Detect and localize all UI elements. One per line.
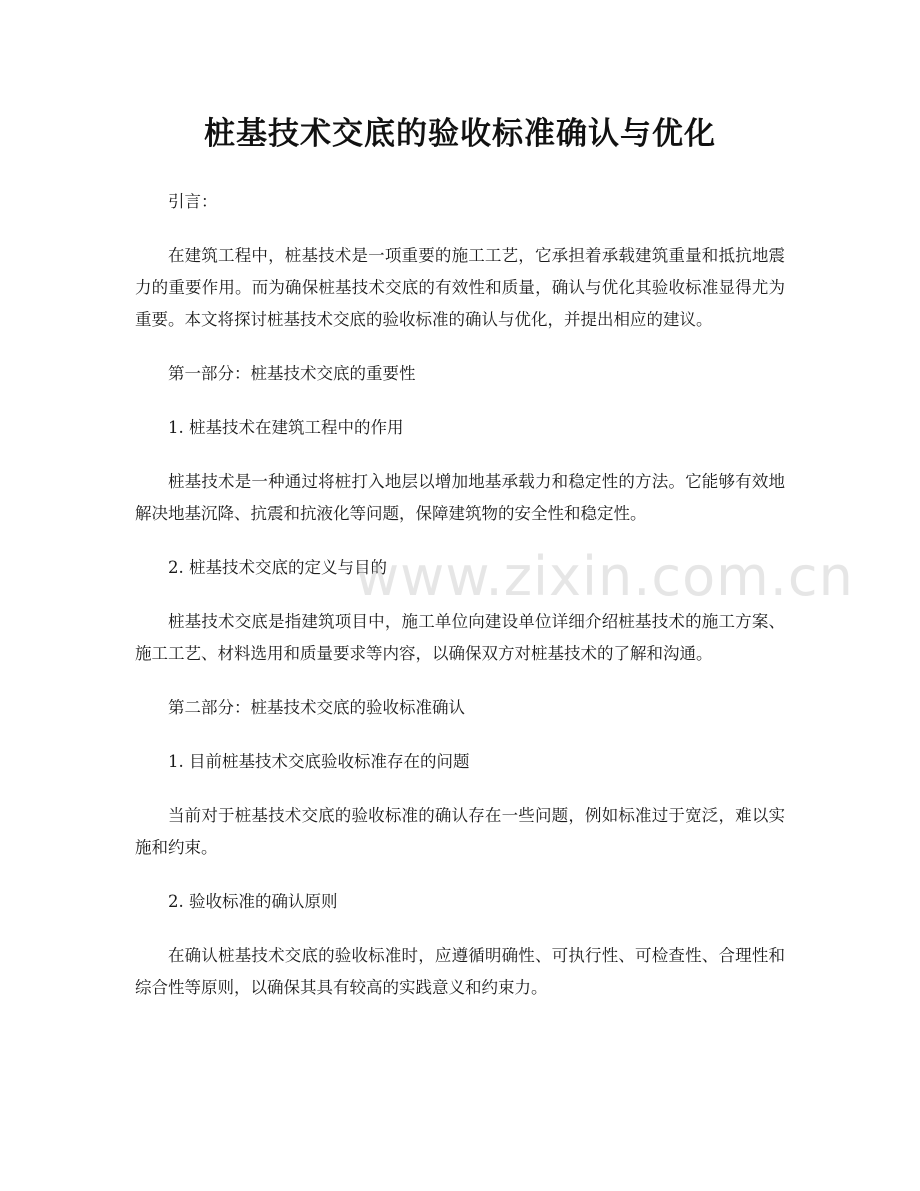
- subheading-1-1: 1. 桩基技术在建筑工程中的作用: [168, 418, 404, 437]
- paragraph-intro-label: 引言：: [168, 192, 218, 211]
- document-title: 桩基技术交底的验收标准确认与优化: [204, 116, 716, 152]
- subheading-2-2: 2. 验收标准的确认原则: [168, 892, 338, 911]
- paragraph-1-1: 桩基技术是一种通过将桩打入地层以增加地基承载力和稳定性的方法。它能够有效地解决地基沉降、抗震和抗液化等问题，保障建筑物的安全性和稳定性。: [135, 472, 785, 523]
- subheading-1-2: 2. 桩基技术交底的定义与目的: [168, 558, 387, 577]
- document-body: [135, 186, 785, 1026]
- section-heading-part-one: 第一部分：桩基技术交底的重要性: [168, 364, 416, 383]
- paragraph-2-1: 当前对于桩基技术交底的验收标准的确认存在一些问题，例如标准过于宽泛，难以实施和约束。: [135, 806, 785, 857]
- paragraph-2-2: 在确认桩基技术交底的验收标准时，应遵循明确性、可执行性、可检查性、合理性和综合性等原则，以确保其具有较高的实践意义和约束力。: [135, 946, 785, 997]
- paragraph-1-2: 桩基技术交底是指建筑项目中，施工单位向建设单位详细介绍桩基技术的施工方案、施工工艺、材料选用和质量要求等内容，以确保双方对桩基技术的了解和沟通。: [135, 612, 785, 663]
- subheading-2-1: 1. 目前桩基技术交底验收标准存在的问题: [168, 752, 470, 771]
- watermark: www.zixin.com.cn: [355, 545, 854, 608]
- paragraph-intro: 在建筑工程中，桩基技术是一项重要的施工工艺，它承担着承载建筑重量和抵抗地震力的重要作用。而为确保桩基技术交底的有效性和质量，确认与优化其验收标准显得尤为重要。本文将探讨桩基技术交底的验收标准的确认与优化，并提出相应的建议。: [135, 246, 785, 329]
- section-heading-part-two: 第二部分：桩基技术交底的验收标准确认: [168, 698, 465, 717]
